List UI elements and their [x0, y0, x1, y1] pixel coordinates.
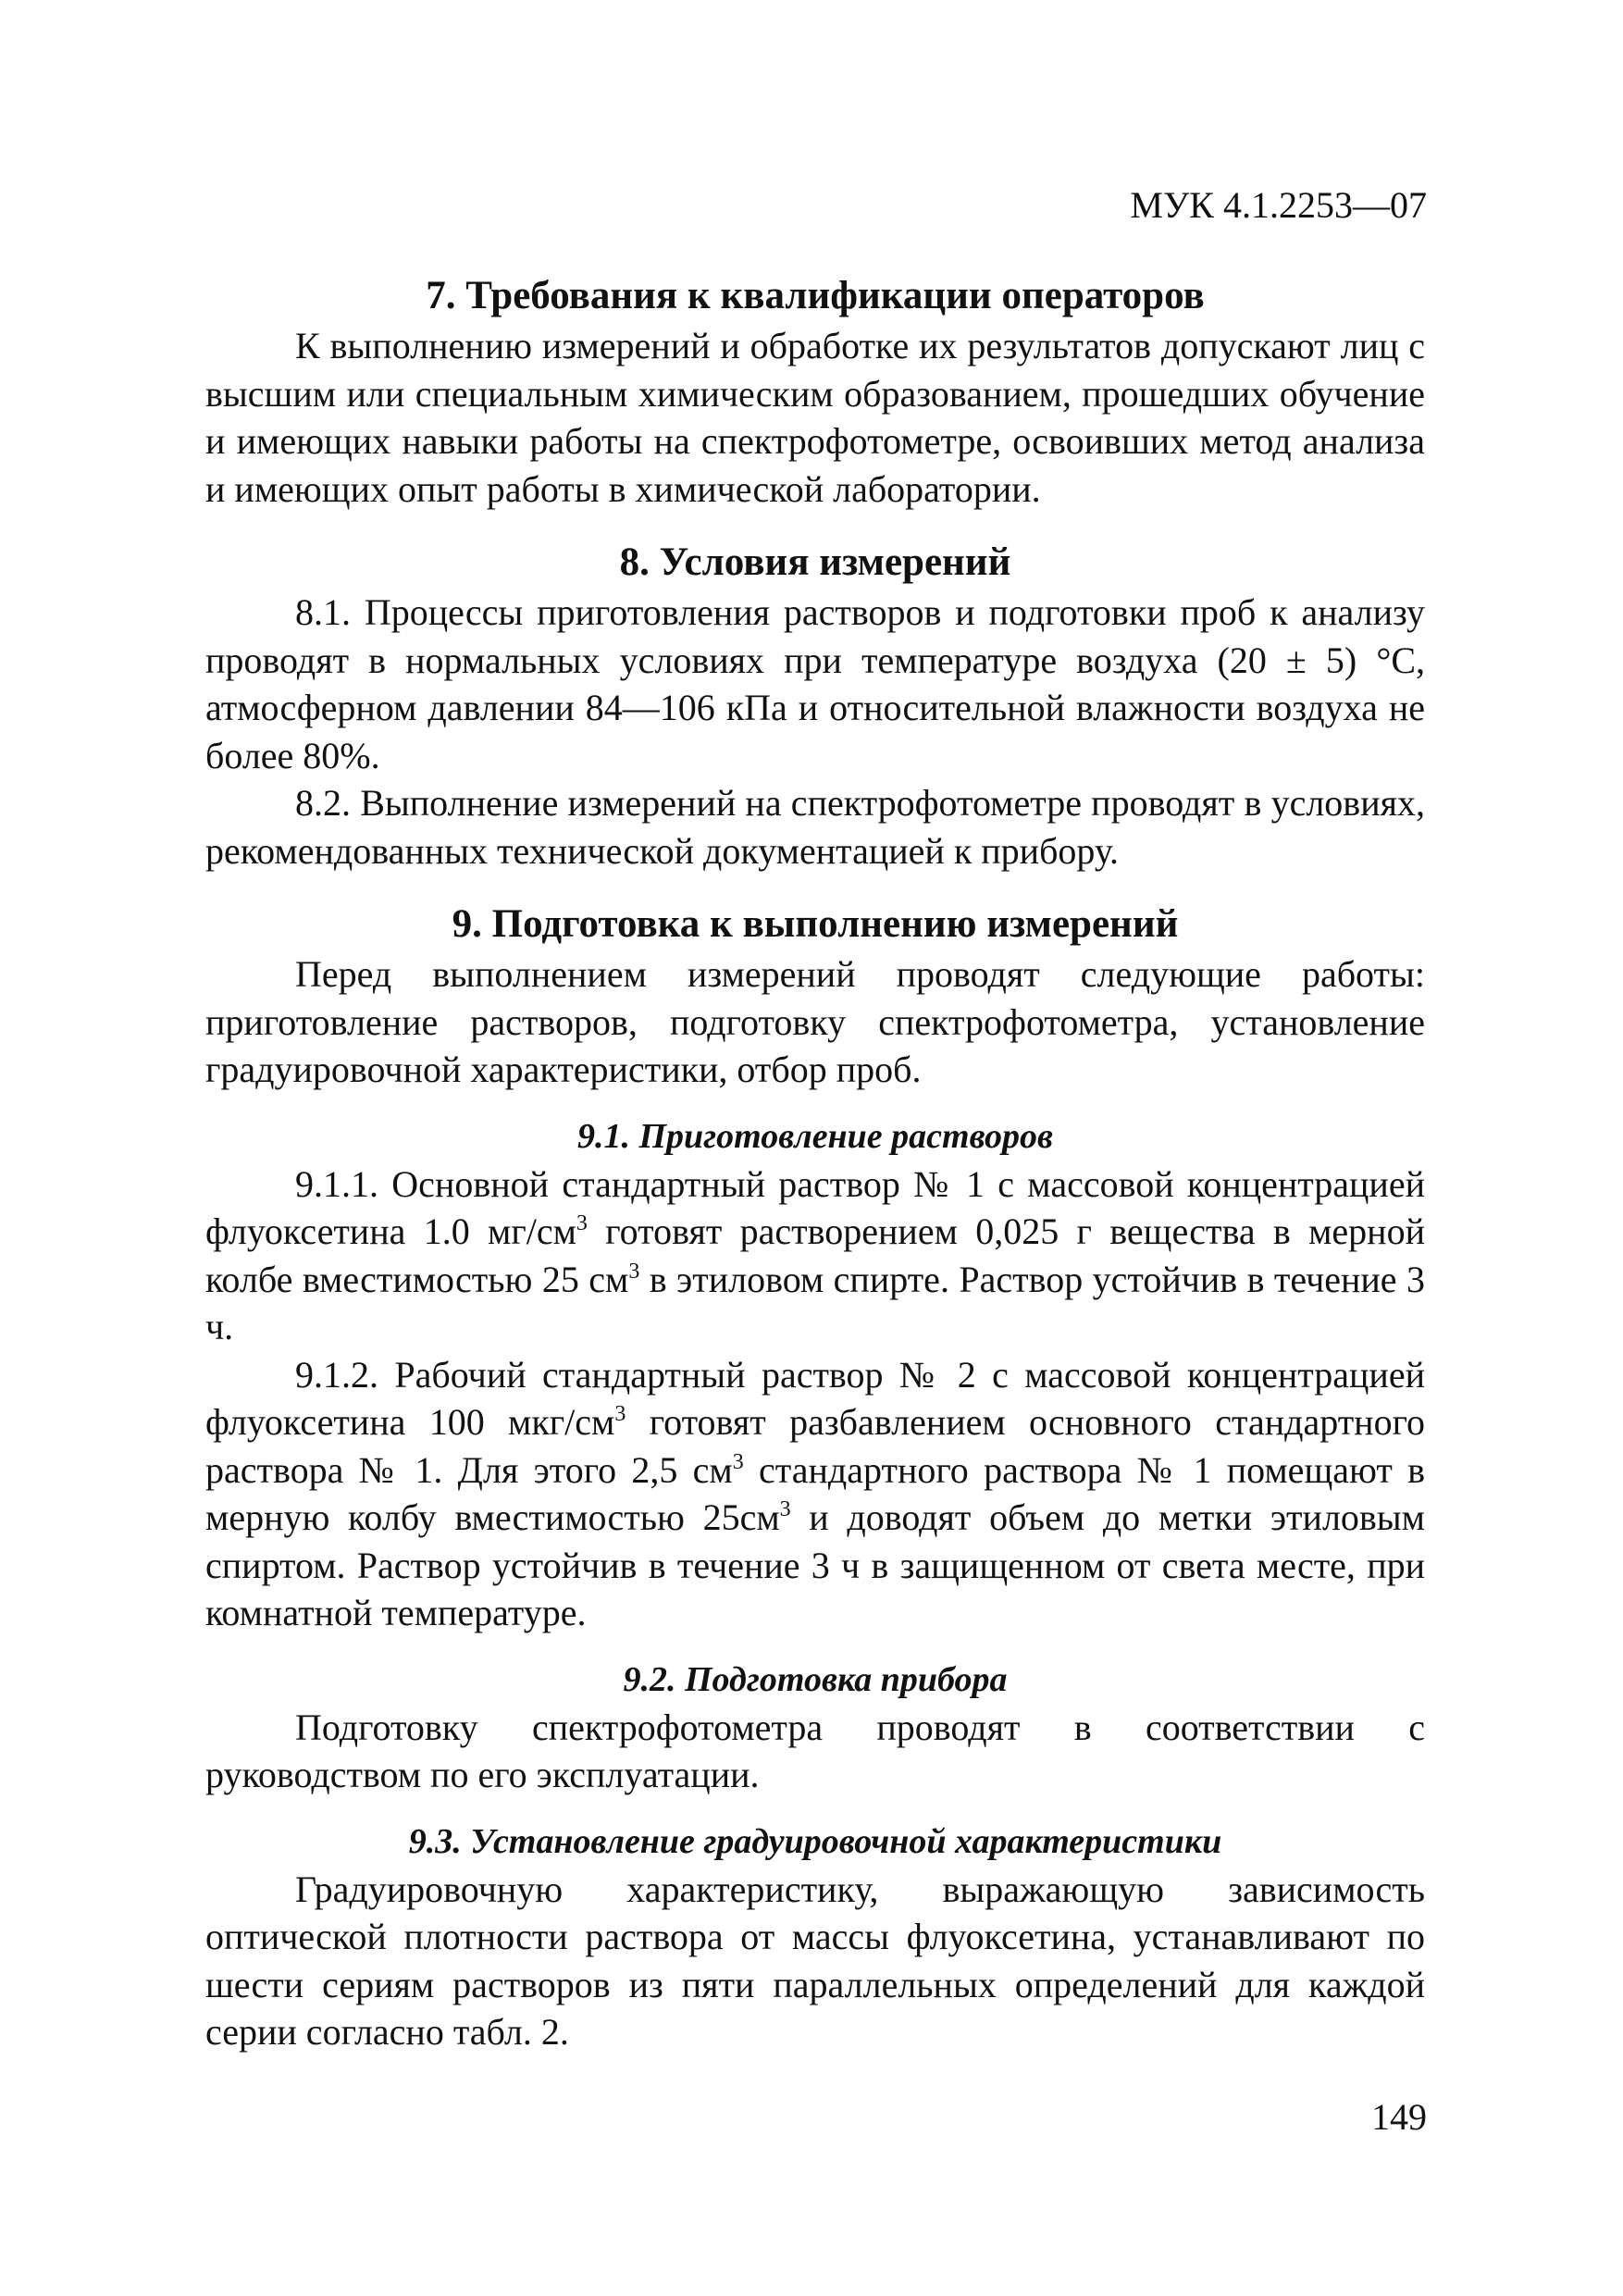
- section-9-title: 9. Подготовка к выполнению измерений: [452, 902, 1179, 946]
- subsection-9-3-title: 9.3. Установление градуировочной характеристики: [408, 1821, 1222, 1861]
- superscript: 3: [732, 1449, 744, 1474]
- text-run: готовят разбавлением основного стандартного раствора № 1. Для этого 2,5 см: [205, 1401, 1426, 1491]
- text-run: 9.1.1. Основной стандартный раствор № 1 с массовой концентрацией флуоксетина 1.0 мг/см: [205, 1162, 1425, 1252]
- text-run: стандартного раствора № 1 помещают в мерную колбу вместимостью 25см: [205, 1448, 1425, 1538]
- section-9-3-paragraph: Градуировочную характеристику, выражающую зависимость оптической плотности раствора от массы флуоксетина, устанавливают по шести сериям растворов из пяти параллельных определений для каждой серии согласно табл. 2.: [205, 1868, 1425, 2053]
- superscript: 3: [614, 1402, 626, 1426]
- document-code: МУК 4.1.2253—07: [1130, 184, 1427, 226]
- section-9-paragraph: Перед выполнением измерений проводят следующие работы: приготовление растворов, подготовку спектрофотометра, установление градуировочной характеристики, отбор проб.: [205, 953, 1425, 1090]
- superscript: 3: [576, 1211, 588, 1235]
- text-run: готовят растворением 0,025 г вещества в мерной колбе вместимостью 25 см: [205, 1210, 1425, 1300]
- section-8-title: 8. Условия измерений: [619, 540, 1011, 584]
- text-run: 9.1.2. Рабочий стандартный раствор № 2 с массовой концентрацией флуоксетина 100 мкг/см: [205, 1353, 1425, 1443]
- section-9-1-2-paragraph: [205, 1351, 1425, 1637]
- section-9-2-paragraph: Подготовку спектрофотометра проводят в соответствии с руководством по его эксплуатации.: [205, 1706, 1425, 1795]
- section-7-paragraph: К выполнению измерений и обработке их результатов допускают лиц с высшим или специальным химическим образованием, прошедших обучение и имеющих навыки работы на спектрофотометре, освоивших метод анализа и имеющих опыт работы в химической лаборатории.: [205, 325, 1425, 510]
- page-content: [205, 270, 1425, 2056]
- section-7-title: 7. Требования к квалификации операторов: [426, 274, 1205, 317]
- superscript: 3: [779, 1497, 791, 1521]
- text-run: и доводят объем до метки этиловым спиртом. Раствор устойчив в течение 3 ч в защищенном от света месте, при комнатной температуре.: [205, 1496, 1425, 1633]
- subsection-9-2-title: 9.2. Подготовка прибора: [623, 1659, 1008, 1699]
- section-8-2-paragraph: 8.2. Выполнение измерений на спектрофотометре проводят в условиях, рекомендованных технической документацией к прибору.: [205, 782, 1425, 872]
- subsection-9-1-title: 9.1. Приготовление растворов: [576, 1116, 1054, 1156]
- page-number: 149: [1371, 2096, 1427, 2138]
- text-run: в этиловом спирте. Раствор устойчив в течение 3 ч.: [205, 1258, 1425, 1347]
- superscript: 3: [628, 1259, 640, 1284]
- section-8-1-paragraph: 8.1. Процессы приготовления растворов и подготовки проб к анализу проводят в нормальных условиях при температуре воздуха (20 ± 5) °С, атмосферном давлении 84—106 кПа и относительной влажности воздуха не более 80%.: [205, 591, 1425, 776]
- section-9-1-1-paragraph: [205, 1160, 1425, 1351]
